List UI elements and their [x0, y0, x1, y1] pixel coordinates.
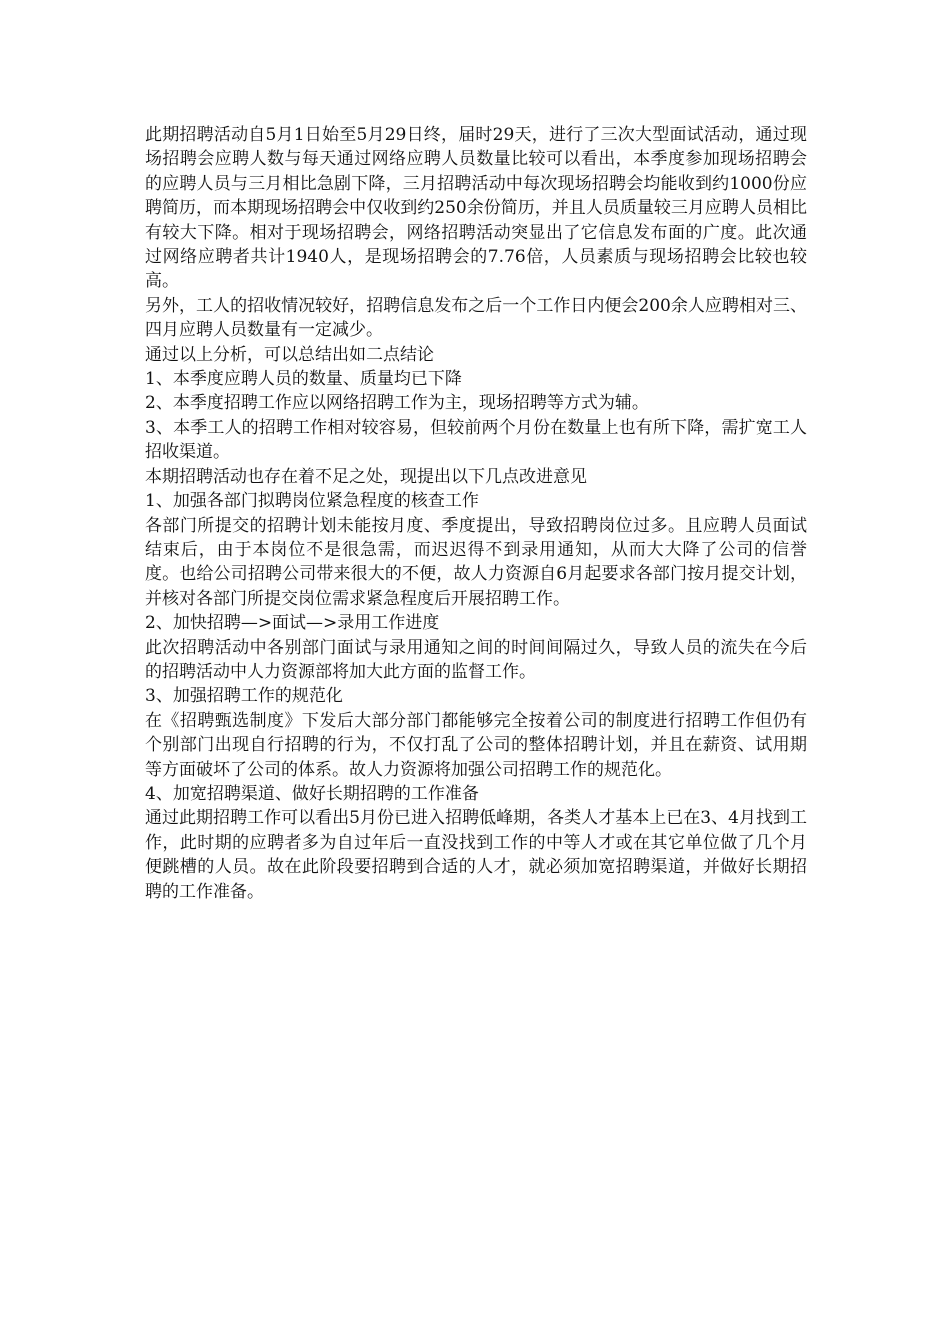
conclusion-item-1: 1、本季度应聘人员的数量、质量均已下降	[145, 369, 462, 390]
paragraph-workers: 另外，工人的招收情况较好，招聘信息发布之后一个工作日内便会200余人应聘相对三、四月应聘人员数量有一定减少。	[145, 295, 807, 341]
improvement-heading-1: 1、加强各部门拟聘岗位紧急程度的核查工作	[145, 491, 479, 512]
document-page	[145, 123, 807, 904]
conclusion-item-2: 2、本季度招聘工作应以网络招聘工作为主，现场招聘等方式为辅。	[145, 393, 649, 414]
conclusion-item-3: 3、本季工人的招聘工作相对较容易，但较前两个月份在数量上也有所下降，需扩宽工人招收渠道。	[145, 417, 807, 463]
improvement-heading-2: 2、加快招聘—>面试—>录用工作进度	[145, 613, 440, 634]
paragraph-summary: 此期招聘活动自5月1日始至5月29日终，届时29天，进行了三次大型面试活动，通过现场招聘会应聘人数与每天通过网络应聘人员数量比较可以看出，本季度参加现场招聘会的应聘人员与三月相比急剧下降，三月招聘活动中每次现场招聘会均能收到约1000份应聘简历，而本期现场招聘会中仅收到约250余份简历，并且人员质量较三月应聘人员相比有较大下降。相对于现场招聘会，网络招聘活动突显出了它信息发布面的广度。此次通过网络应聘者共计1940人，是现场招聘会的7.76倍，人员素质与现场招聘会比较也较高。	[145, 125, 807, 292]
improvement-body-3: 在《招聘甄选制度》下发后大部分部门都能够完全按着公司的制度进行招聘工作但仍有个别部门出现自行招聘的行为，不仅打乱了公司的整体招聘计划，并且在薪资、试用期等方面破坏了公司的体系。故人力资源将加强公司招聘工作的规范化。	[145, 710, 807, 780]
improvement-body-2: 此次招聘活动中各别部门面试与录用通知之间的时间间隔过久，导致人员的流失在今后的招聘活动中人力资源部将加大此方面的监督工作。	[145, 637, 807, 682]
improvement-body-1: 各部门所提交的招聘计划未能按月度、季度提出，导致招聘岗位过多。且应聘人员面试结束后，由于本岗位不是很急需，而迟迟得不到录用通知，从而大大降了公司的信誉度。也给公司招聘公司带来很大的不便，故人力资源自6月起要求各部门按月提交计划，并核对各部门所提交岗位需求紧急程度后开展招聘工作。	[145, 515, 807, 609]
improvement-body-4: 通过此期招聘工作可以看出5月份已进入招聘低峰期，各类人才基本上已在3、4月找到工作，此时期的应聘者多为自过年后一直没找到工作的中等人才或在其它单位做了几个月便跳槽的人员。故在此阶段要招聘到合适的人才，就必须加宽招聘渠道，并做好长期招聘的工作准备。	[145, 808, 807, 902]
paragraph-conclusion-intro: 通过以上分析，可以总结出如二点结论	[145, 344, 434, 365]
improvement-heading-3: 3、加强招聘工作的规范化	[145, 686, 343, 707]
paragraph-improvement-intro: 本期招聘活动也存在着不足之处，现提出以下几点改进意见	[145, 466, 587, 487]
improvement-heading-4: 4、加宽招聘渠道、做好长期招聘的工作准备	[145, 783, 479, 804]
